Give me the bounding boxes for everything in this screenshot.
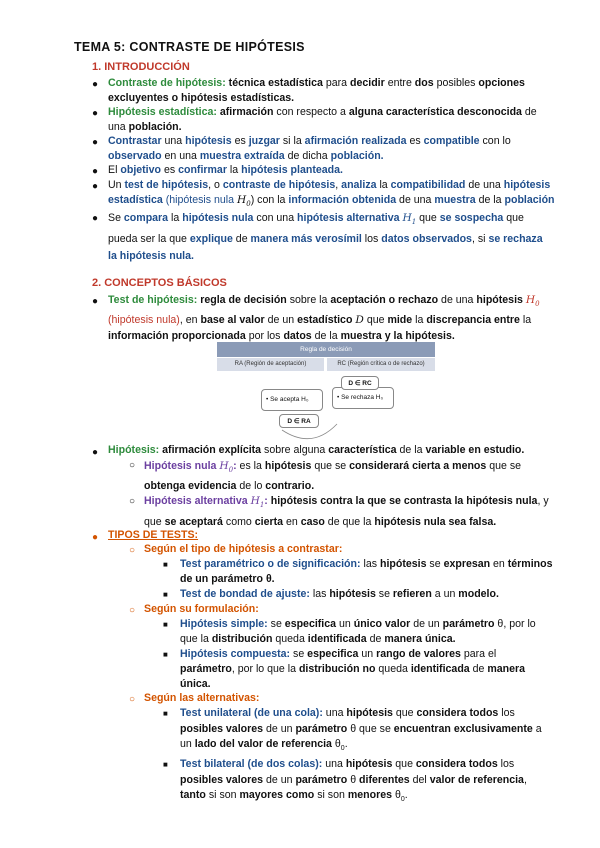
circle-bullet-icon: ○ (129, 545, 136, 556)
bullet-icon: ● (92, 532, 99, 543)
paragraph: Hipótesis: afirmación explícita sobre alguna característica de la variable en estudio. (108, 444, 525, 456)
bullet-icon: ● (92, 137, 99, 148)
diagram-col-rc: RC (Región crítica o de rechazo) (327, 358, 435, 371)
paragraph: Test de hipótesis: regla de decisión sobre la aceptación o rechazo de una hipótesis $H_0$ (hipótesis nula), en base al valor de un estadístico D que mide la discrepancia entre la información proporcionada por los datos de la muestra y la hipótesis. (108, 294, 540, 343)
paragraph: Hipótesis estadística: afirmación con respecto a alguna característica desconocida de una población. (108, 106, 537, 134)
paragraph: El objetivo es confirmar la hipótesis planteada. (108, 164, 343, 176)
paragraph: Un test de hipótesis, o contraste de hipótesis, analiza la compatibilidad de una hipótesis estadística (hipótesis nula $H_0$) con la información obtenida de una muestra de la población (108, 179, 555, 209)
tipos-heading: TIPOS DE TESTS: (108, 529, 199, 541)
bullet-icon: ● (92, 447, 99, 458)
diagram-label-rc: D ∈ RC (341, 376, 379, 390)
square-bullet-icon: ■ (163, 760, 168, 769)
section-heading-introduccion: 1. INTRODUCCIÓN (92, 61, 190, 73)
circle-bullet-icon: ○ (129, 496, 136, 507)
diagram-arrows (217, 342, 437, 446)
paragraph: Hipótesis simple: se especifica un único valor de un parámetro θ, por lo que la distribución queda identificada de manera única. (180, 618, 536, 646)
diagram-label-ra: D ∈ RA (279, 414, 319, 428)
square-bullet-icon: ■ (163, 560, 168, 569)
square-bullet-icon: ■ (163, 650, 168, 659)
paragraph: Contraste de hipótesis: técnica estadística para decidir entre dos posibles opciones excluyentes o hipótesis estadísticas. (108, 77, 525, 105)
square-bullet-icon: ■ (163, 620, 168, 629)
paragraph: Hipótesis compuesta: se especifica un rango de valores para el parámetro, por lo que la distribución no queda identificada de manera única. (180, 648, 526, 691)
bullet-icon: ● (92, 181, 99, 192)
square-bullet-icon: ■ (163, 709, 168, 718)
paragraph: Test unilateral (de una cola): una hipótesis que considera todos los posibles valores de un parámetro θ que se encuentran exclusivamente a un lado del valor de referencia $\theta_0$. (180, 707, 542, 753)
paragraph: Se compara la hipótesis nula con una hipótesis alternativa $H_1$ que se sospecha que pueda ser la que explique de manera más verosímil los datos observados, si se rechaza la hipótesis nula. (108, 212, 543, 263)
paragraph: Hipótesis nula $H_0$: es la hipótesis que se considerará cierta a menos que se obtenga evidencia de lo contrario. (144, 460, 522, 493)
circle-bullet-icon: ○ (129, 460, 136, 471)
diagram-box-reject: • Se rechaza H₀ (332, 387, 394, 409)
section-heading-conceptos: 2. CONCEPTOS BÁSICOS (92, 277, 227, 289)
diagram-header: Regla de decisión (217, 342, 435, 357)
bullet-icon: ● (92, 296, 99, 307)
diagram-box-accept: • Se acepta H₀ (261, 389, 323, 411)
paragraph: Test bilateral (de dos colas): una hipótesis que considera todos los posibles valores de un parámetro θ diferentes del valor de referencia, tanto si son mayores como si son menores $\theta_0$. (180, 758, 527, 804)
circle-bullet-icon: ○ (129, 694, 136, 705)
paragraph: Hipótesis alternativa $H_1$: hipótesis contra la que se contrasta la hipótesis nula, y que se aceptará como cierta en caso de que la hipótesis nula sea falsa. (144, 495, 549, 529)
circle-bullet-icon: ○ (129, 605, 136, 616)
paragraph: Contrastar una hipótesis es juzgar si la afirmación realizada es compatible con lo observado en una muestra extraída de dicha población. (108, 135, 511, 163)
bullet-icon: ● (92, 213, 99, 224)
decision-rule-diagram (217, 342, 437, 446)
paragraph: Test paramétrico o de significación: las hipótesis se expresan en términos de un parámetro θ. (180, 558, 553, 586)
subheading: Según las alternativas: (144, 692, 260, 704)
square-bullet-icon: ■ (163, 590, 168, 599)
bullet-icon: ● (92, 108, 99, 119)
bullet-icon: ● (92, 166, 99, 177)
subheading: Según su formulación: (144, 603, 259, 615)
subheading: Según el tipo de hipótesis a contrastar: (144, 543, 343, 555)
document-title: TEMA 5: CONTRASTE DE HIPÓTESIS (74, 40, 305, 54)
paragraph: Test de bondad de ajuste: las hipótesis se refieren a un modelo. (180, 588, 499, 600)
diagram-col-ra: RA (Región de aceptación) (217, 358, 324, 371)
bullet-icon: ● (92, 79, 99, 90)
